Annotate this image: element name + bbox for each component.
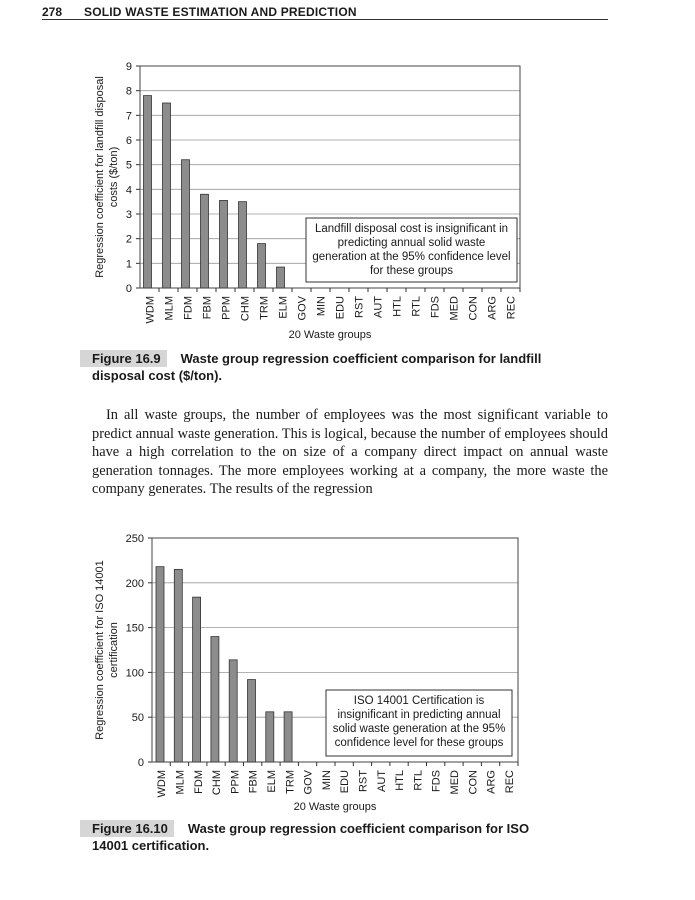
annotation-text: for these groups bbox=[369, 265, 454, 277]
category-label: WDM bbox=[144, 296, 157, 324]
category-label: RST bbox=[357, 770, 370, 792]
category-label: MED bbox=[448, 770, 461, 795]
y-tick-label: 5 bbox=[125, 159, 132, 172]
category-label: RST bbox=[353, 296, 366, 318]
x-axis-label: 20 Waste groups bbox=[288, 329, 372, 341]
body-paragraph: In all waste groups, the number of employees was the most significant variable to predict annual waste generation. This is logical, because the number of employees should have a high correlation to the on size of a company direct impact on annual waste generation tonnages. The more employees working at a company, the more waste the company generates. The results of the regression bbox=[92, 407, 608, 497]
annotation-text: ISO 14001 Certification is bbox=[353, 695, 485, 707]
figure-caption-text: Waste group regression coefficient comparison for ISO 14001 certification. bbox=[92, 821, 530, 853]
bar-wdm bbox=[156, 567, 164, 762]
figure-16-9-caption bbox=[92, 350, 562, 384]
category-label: MLM bbox=[174, 770, 187, 795]
y-tick-label: 250 bbox=[125, 533, 144, 545]
category-label: EDU bbox=[339, 770, 352, 794]
category-label: FDM bbox=[192, 770, 205, 794]
category-label: ELM bbox=[265, 770, 278, 793]
annotation-text: Landfill disposal cost is insignificant in bbox=[314, 223, 509, 235]
category-label: FBM bbox=[247, 770, 260, 794]
y-tick-label: 4 bbox=[125, 184, 132, 197]
category-label: PPM bbox=[220, 296, 233, 320]
bar-chm bbox=[239, 202, 247, 288]
bar-mlm bbox=[163, 103, 171, 288]
category-label: PPM bbox=[229, 770, 242, 794]
category-label: AUT bbox=[375, 770, 388, 792]
y-tick-label: 8 bbox=[125, 85, 132, 98]
figure-16-10-chart bbox=[0, 520, 695, 820]
figure-16-10-caption bbox=[92, 820, 562, 854]
bar-ppm bbox=[229, 660, 237, 762]
category-label: EDU bbox=[334, 296, 347, 320]
y-axis-label: costs ($/ton) bbox=[108, 146, 120, 208]
y-tick-label: 0 bbox=[125, 283, 132, 295]
category-label: CON bbox=[467, 770, 480, 795]
category-label: GOV bbox=[296, 296, 309, 321]
category-label: ARG bbox=[485, 770, 498, 794]
y-tick-label: 150 bbox=[125, 622, 144, 635]
y-tick-label: 200 bbox=[125, 577, 144, 590]
category-label: MLM bbox=[163, 296, 176, 321]
y-tick-label: 3 bbox=[125, 209, 132, 221]
category-label: FDS bbox=[430, 770, 443, 792]
annotation-text: solid waste generation at the 95% bbox=[332, 723, 506, 735]
category-label: TRM bbox=[258, 296, 271, 320]
annotation-text: generation at the 95% confidence level bbox=[312, 251, 511, 263]
category-label: CON bbox=[467, 296, 480, 321]
y-tick-label: 9 bbox=[125, 61, 132, 73]
category-label: FDS bbox=[429, 296, 442, 318]
bar-trm bbox=[258, 244, 266, 288]
running-title: SOLID WASTE ESTIMATION AND PREDICTION bbox=[84, 5, 357, 19]
category-label: REC bbox=[503, 770, 516, 794]
y-axis-label: Regression coefficient for landfill disposal bbox=[94, 76, 106, 278]
bar-ppm bbox=[220, 200, 228, 288]
category-label: RTL bbox=[410, 296, 423, 317]
bar-elm bbox=[266, 712, 274, 762]
category-label: GOV bbox=[302, 770, 315, 795]
category-label: RTL bbox=[412, 770, 425, 791]
category-label: CHM bbox=[239, 296, 252, 322]
bar-trm bbox=[284, 712, 292, 762]
annotation-text: insignificant in predicting annual bbox=[337, 709, 501, 721]
category-label: ARG bbox=[486, 296, 499, 320]
category-label: MIN bbox=[320, 770, 333, 791]
y-tick-label: 100 bbox=[125, 667, 144, 680]
category-label: WDM bbox=[156, 770, 169, 798]
category-label: MED bbox=[448, 296, 461, 321]
y-tick-label: 50 bbox=[131, 712, 144, 725]
bar-fdm bbox=[193, 597, 201, 762]
y-tick-label: 6 bbox=[125, 135, 132, 147]
annotation-text: confidence level for these groups bbox=[334, 737, 504, 749]
bar-elm bbox=[277, 267, 285, 288]
figure-16-9-chart bbox=[0, 40, 695, 360]
category-label: HTL bbox=[394, 770, 407, 791]
annotation-text: predicting annual solid waste bbox=[337, 237, 486, 249]
category-label: FBM bbox=[201, 296, 214, 320]
bar-chm bbox=[211, 637, 219, 762]
y-tick-label: 1 bbox=[125, 258, 132, 271]
y-axis-label: certification bbox=[108, 622, 120, 678]
category-label: REC bbox=[505, 296, 518, 320]
bar-fbm bbox=[201, 194, 209, 288]
category-label: CHM bbox=[211, 770, 224, 796]
figure-caption-text: Waste group regression coefficient comparison for landfill disposal cost ($/ton). bbox=[92, 351, 542, 383]
y-tick-label: 0 bbox=[137, 757, 144, 769]
bar-fbm bbox=[248, 680, 256, 762]
figure-label: Figure 16.9 bbox=[80, 350, 167, 367]
category-label: MIN bbox=[315, 296, 328, 317]
category-label: AUT bbox=[372, 296, 385, 318]
y-tick-label: 7 bbox=[125, 110, 132, 123]
figure-label: Figure 16.10 bbox=[80, 820, 174, 837]
page-header bbox=[42, 5, 608, 20]
category-label: HTL bbox=[391, 296, 404, 317]
bar-fdm bbox=[182, 160, 190, 288]
category-label: FDM bbox=[182, 296, 195, 320]
bar-wdm bbox=[144, 96, 152, 288]
y-axis-label: Regression coefficient for ISO 14001 bbox=[94, 560, 106, 740]
x-axis-label: 20 Waste groups bbox=[293, 801, 377, 813]
page-number: 278 bbox=[42, 5, 63, 19]
category-label: ELM bbox=[277, 296, 290, 319]
bar-mlm bbox=[174, 569, 182, 762]
y-tick-label: 2 bbox=[125, 233, 132, 246]
category-label: TRM bbox=[284, 770, 297, 794]
